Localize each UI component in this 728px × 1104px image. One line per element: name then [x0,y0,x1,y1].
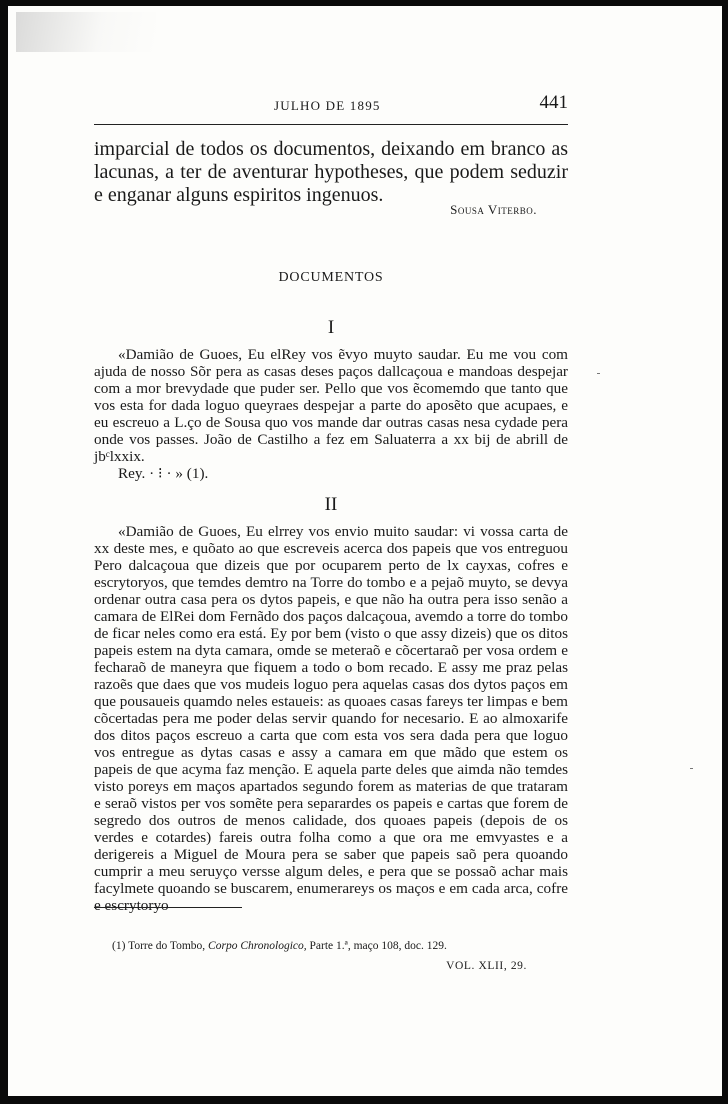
page-header [94,94,568,118]
footnote [112,940,568,952]
document-2-body: «Damião de Guoes, Eu elrrey vos envio muito saudar: vi vossa carta de xx deste mes, e quõato ao que escreveis acerca dos papeis que vos entreguou Pero dalcaçoua que dizeis que por ocuparem perto de lx cayxas, cofres e escrytoryos, que temdes demtro na Torre do tombo e a pejaõ muyto, se devya ordenar outra casa pera os dytos papeis, e que não ha outra pera isso senão a camara de ElRei dom Fernãdo dos paços dalcaçoua, avemdo a torre do tombo de ficar neles como era está. Ey por bem (visto o que assy dizeis) que os ditos papeis estem na dyta camara, omde se meteraõ e cõcertaraõ per vosa ordem e fecharaõ de maneyra que fiquem a todo o bom recado. E assy me praz pelas razoẽs que daes que vos mudeis loguo pera aquelas casas dos dytos paços em que pousaueis quamdo neles estaueis: as quoaes casas fareys ter limpas e bem cõcertadas pera me poder delas servir quando for necesario. E ao almoxarife dos ditos paços escreuo a carta que com esta vos sera dada pera que loguo vos entregue as dytas casas e assy a camara em que mãdo que estem os papeis de que acyma faz menção. E aquela parte deles que aimda não temdes visto poreys em maços apartados segundo forem as materias de que trataram e seraõ vistos per vos somẽte pera separardes os papeis e cartas que forem de segredo dos outros de menos calidade, dos quoaes papeis (depois de os verdes e cotardes) fareis outra folha como a que ora me emvyastes e a derigereis a Miguel de Moura pera se saber que papeis saõ pera quoando cumprir a meu seruyço versse algum deles, e pera que se possaõ achar mais facylmete quoando se buscarem, enumerareys os maços e em cada arca, cofre e escrytoryo [94,523,568,914]
documents-heading: DOCUMENTOS [278,270,384,285]
scan-mark [597,373,600,374]
scan-smudge [16,12,156,52]
footnote-rule [94,907,242,908]
footnote-marker: (1) [112,940,126,952]
running-title: JULHO DE 1895 [274,98,381,113]
author-signature: Sousa Viterbo. [450,202,537,217]
footnote-reference: Parte 1.ª, maço 108, doc. 129. [309,940,447,952]
document-1-body: «Damião de Guoes, Eu elRey vos ẽvyo muyto saudar. Eu me vou com ajuda de nosso Sõr pera as casas deses paços dallcaçoua e mandoas despejar com a mor brevydade que puder ser. Pello que vos ẽcomemdo que tanto que vos esta for dada loguo queyraes despejar a parte do aposẽto que acupaes, e eu escreuo a L.ço de Sousa quo vos mande dar outras casas nesa cydade pera onde vos passes. João de Castilho a fez em Saluaterra a xx bij de abrill de jbᶜlxxix. [94,346,568,465]
footnote-work: Corpo Chronologico, [208,940,307,952]
document-1 [94,346,568,482]
scan-mark [690,768,693,769]
document-numeral-1: I [327,317,335,338]
printer-signature-mark: VOL. XLII, 29. [446,960,527,972]
document-numeral-2: II [324,494,338,515]
lead-paragraph: imparcial de todos os documentos, deixando em branco as lacunas, a ter de aventurar hypotheses, que podem seduzir e enganar alguns espiritos ingenuos. [94,138,568,206]
header-rule [94,124,568,125]
document-2 [94,523,568,914]
footnote-source: Torre do Tombo, [128,940,206,952]
document-1-closing: Rey. · ⁝ · » (1). [118,465,209,482]
page-number: 441 [539,92,568,113]
